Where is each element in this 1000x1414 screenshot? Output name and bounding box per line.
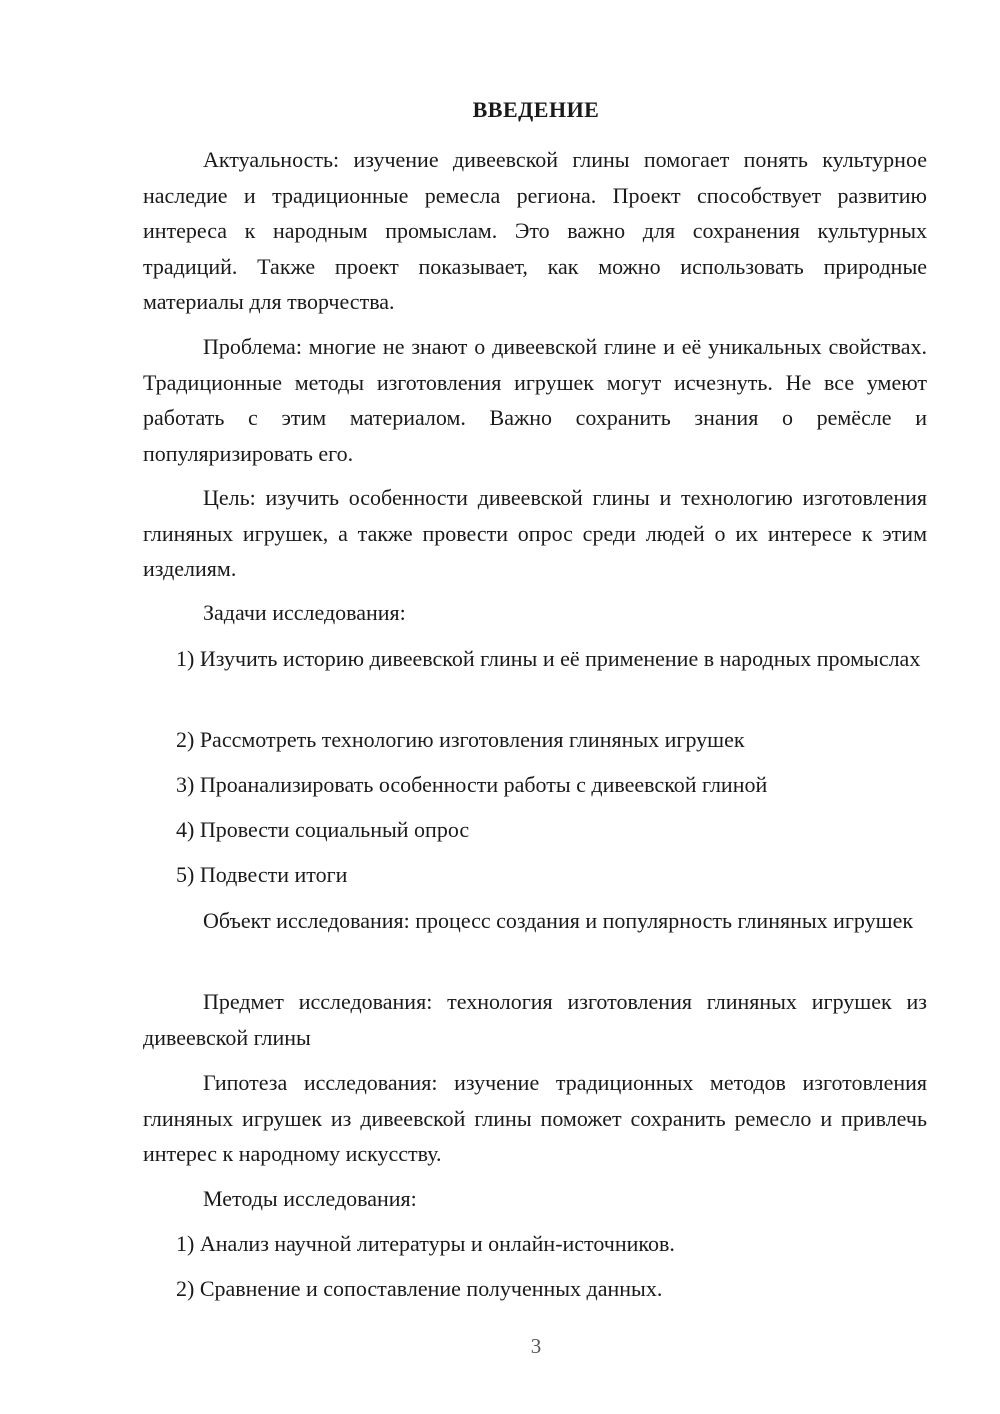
method-item-2: 2) Сравнение и сопоставление полученных данных. <box>176 1276 663 1301</box>
methods-title: Методы исследования: <box>203 1186 417 1211</box>
task-item-1: 1) Изучить историю дивеевской глины и её применение в народных промыслах <box>176 646 921 671</box>
problem-paragraph: Проблема: многие не знают о дивеевской глине и её уникальных свойствах. Традиционные методы изготовления игрушек могут исчезнуть. Не все умеют работать с этим материалом. Важно сохранить знания о ремёсле и популяризировать его. <box>143 334 927 466</box>
goal-paragraph: Цель: изучить особенности дивеевской глины и технологию изготовления глиняных игрушек, а также провести опрос среди людей о их интересе к этим изделиям. <box>143 485 927 581</box>
page-number: 3 <box>530 1334 542 1358</box>
tasks-title: Задачи исследования: <box>203 600 406 625</box>
task-item-5: 5) Подвести итоги <box>176 862 348 887</box>
relevance-paragraph: Актуальность: изучение дивеевской глины помогает понять культурное наследие и традиционные ремесла региона. Проект способствует развитию интереса к народным промыслам. Это важно для сохранения культурных традиций. Также проект показывает, как можно использовать природные материалы для творчества. <box>143 147 927 314</box>
method-item-1: 1) Анализ научной литературы и онлайн-источников. <box>176 1231 675 1256</box>
subject-paragraph: Предмет исследования: технология изготовления глиняных игрушек из дивеевской глины <box>143 989 927 1050</box>
hypothesis-paragraph: Гипотеза исследования: изучение традиционных методов изготовления глиняных игрушек из дивеевской глины поможет сохранить ремесло и привлечь интерес к народному искусству. <box>143 1070 927 1166</box>
task-item-3: 3) Проанализировать особенности работы с дивеевской глиной <box>176 772 768 797</box>
page-title: ВВЕДЕНИЕ <box>472 97 600 122</box>
task-item-4: 4) Провести социальный опрос <box>176 817 470 842</box>
task-item-2: 2) Рассмотреть технологию изготовления глиняных игрушек <box>176 727 745 752</box>
object-paragraph: Объект исследования: процесс создания и популярность глиняных игрушек <box>203 908 914 933</box>
